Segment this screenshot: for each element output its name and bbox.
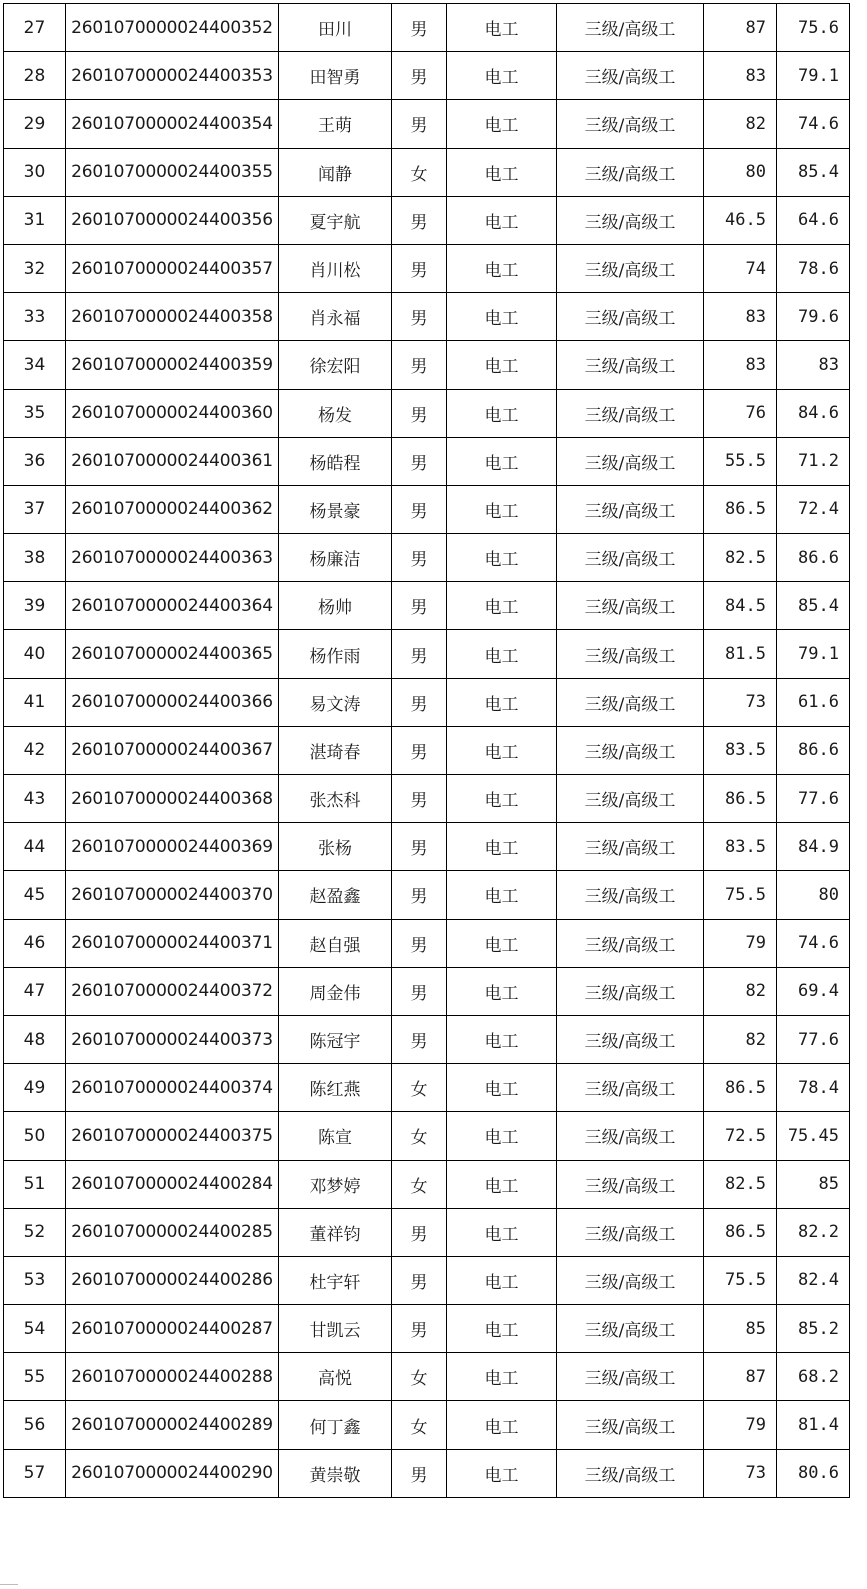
level-cell: 三级/高级工 (557, 1305, 704, 1353)
seq-cell: 56 (4, 1401, 66, 1449)
score-theory-cell: 82.5 (704, 1160, 777, 1208)
trade-cell: 电工 (447, 871, 557, 919)
seq-cell: 32 (4, 244, 66, 292)
table-row (4, 244, 850, 292)
name-cell: 杨发 (279, 389, 392, 437)
level-cell: 三级/高级工 (557, 919, 704, 967)
score-theory-cell: 75.5 (704, 871, 777, 919)
trade-cell: 电工 (447, 1064, 557, 1112)
seq-cell: 54 (4, 1305, 66, 1353)
table-row (4, 630, 850, 678)
level-cell: 三级/高级工 (557, 726, 704, 774)
score-theory-cell: 72.5 (704, 1112, 777, 1160)
score-theory-cell: 83.5 (704, 726, 777, 774)
level-cell: 三级/高级工 (557, 341, 704, 389)
gender-cell: 男 (392, 341, 447, 389)
certificate-number-cell: 2601070000024400285 (66, 1208, 279, 1256)
score-theory-cell: 83 (704, 293, 777, 341)
score-practical-cell: 79.1 (777, 630, 850, 678)
score-theory-cell: 85 (704, 1305, 777, 1353)
level-cell: 三级/高级工 (557, 148, 704, 196)
table-row (4, 967, 850, 1015)
score-practical-cell: 72.4 (777, 485, 850, 533)
name-cell: 董祥钧 (279, 1208, 392, 1256)
table-row (4, 1208, 850, 1256)
name-cell: 湛琦春 (279, 726, 392, 774)
certificate-number-cell: 2601070000024400353 (66, 52, 279, 100)
score-practical-cell: 85.2 (777, 1305, 850, 1353)
score-practical-cell: 68.2 (777, 1353, 850, 1401)
certificate-number-cell: 2601070000024400363 (66, 534, 279, 582)
seq-cell: 41 (4, 678, 66, 726)
certificate-number-cell: 2601070000024400364 (66, 582, 279, 630)
certificate-number-cell: 2601070000024400367 (66, 726, 279, 774)
score-practical-cell: 74.6 (777, 100, 850, 148)
gender-cell: 男 (392, 582, 447, 630)
trade-cell: 电工 (447, 823, 557, 871)
table-row (4, 1064, 850, 1112)
seq-cell: 52 (4, 1208, 66, 1256)
trade-cell: 电工 (447, 1353, 557, 1401)
gender-cell: 女 (392, 1160, 447, 1208)
table-row (4, 1112, 850, 1160)
certificate-number-cell: 2601070000024400357 (66, 244, 279, 292)
name-cell: 高悦 (279, 1353, 392, 1401)
gender-cell: 男 (392, 919, 447, 967)
trade-cell: 电工 (447, 1256, 557, 1304)
score-practical-cell: 77.6 (777, 1015, 850, 1063)
table-row (4, 341, 850, 389)
certificate-number-cell: 2601070000024400368 (66, 775, 279, 823)
table-row (4, 4, 850, 52)
seq-cell: 28 (4, 52, 66, 100)
table-row (4, 196, 850, 244)
score-theory-cell: 74 (704, 244, 777, 292)
score-theory-cell: 86.5 (704, 775, 777, 823)
level-cell: 三级/高级工 (557, 1112, 704, 1160)
name-cell: 陈红燕 (279, 1064, 392, 1112)
score-practical-cell: 78.4 (777, 1064, 850, 1112)
gender-cell: 男 (392, 389, 447, 437)
trade-cell: 电工 (447, 1208, 557, 1256)
score-practical-cell: 80 (777, 871, 850, 919)
trade-cell: 电工 (447, 244, 557, 292)
name-cell: 闻静 (279, 148, 392, 196)
score-practical-cell: 77.6 (777, 775, 850, 823)
name-cell: 徐宏阳 (279, 341, 392, 389)
level-cell: 三级/高级工 (557, 1064, 704, 1112)
table-row (4, 1353, 850, 1401)
level-cell: 三级/高级工 (557, 967, 704, 1015)
certificate-number-cell: 2601070000024400362 (66, 485, 279, 533)
score-theory-cell: 73 (704, 1449, 777, 1497)
score-theory-cell: 83.5 (704, 823, 777, 871)
trade-cell: 电工 (447, 726, 557, 774)
name-cell: 杨廉洁 (279, 534, 392, 582)
score-theory-cell: 84.5 (704, 582, 777, 630)
score-practical-cell: 82.2 (777, 1208, 850, 1256)
trade-cell: 电工 (447, 389, 557, 437)
score-theory-cell: 80 (704, 148, 777, 196)
score-practical-cell: 79.1 (777, 52, 850, 100)
score-practical-cell: 85.4 (777, 148, 850, 196)
roster-table (3, 3, 850, 1498)
table-row (4, 485, 850, 533)
name-cell: 夏宇航 (279, 196, 392, 244)
name-cell: 杨景豪 (279, 485, 392, 533)
seq-cell: 35 (4, 389, 66, 437)
table-row (4, 534, 850, 582)
name-cell: 杨帅 (279, 582, 392, 630)
roster-body (4, 4, 850, 1498)
seq-cell: 46 (4, 919, 66, 967)
seq-cell: 44 (4, 823, 66, 871)
trade-cell: 电工 (447, 1401, 557, 1449)
trade-cell: 电工 (447, 1160, 557, 1208)
level-cell: 三级/高级工 (557, 196, 704, 244)
seq-cell: 55 (4, 1353, 66, 1401)
certificate-number-cell: 2601070000024400372 (66, 967, 279, 1015)
certificate-number-cell: 2601070000024400373 (66, 1015, 279, 1063)
table-row (4, 437, 850, 485)
level-cell: 三级/高级工 (557, 52, 704, 100)
trade-cell: 电工 (447, 534, 557, 582)
score-practical-cell: 61.6 (777, 678, 850, 726)
level-cell: 三级/高级工 (557, 244, 704, 292)
score-theory-cell: 46.5 (704, 196, 777, 244)
level-cell: 三级/高级工 (557, 871, 704, 919)
gender-cell: 男 (392, 823, 447, 871)
name-cell: 张杨 (279, 823, 392, 871)
table-row (4, 100, 850, 148)
gender-cell: 男 (392, 196, 447, 244)
score-practical-cell: 85.4 (777, 582, 850, 630)
table-row (4, 823, 850, 871)
name-cell: 黄崇敬 (279, 1449, 392, 1497)
certificate-number-cell: 2601070000024400375 (66, 1112, 279, 1160)
gender-cell: 男 (392, 1449, 447, 1497)
gender-cell: 男 (392, 1256, 447, 1304)
table-row (4, 919, 850, 967)
gender-cell: 女 (392, 1353, 447, 1401)
seq-cell: 43 (4, 775, 66, 823)
level-cell: 三级/高级工 (557, 1256, 704, 1304)
gender-cell: 男 (392, 293, 447, 341)
trade-cell: 电工 (447, 630, 557, 678)
certificate-number-cell: 2601070000024400365 (66, 630, 279, 678)
score-theory-cell: 86.5 (704, 1064, 777, 1112)
score-theory-cell: 75.5 (704, 1256, 777, 1304)
seq-cell: 48 (4, 1015, 66, 1063)
table-row (4, 582, 850, 630)
level-cell: 三级/高级工 (557, 100, 704, 148)
score-practical-cell: 84.9 (777, 823, 850, 871)
score-theory-cell: 82 (704, 1015, 777, 1063)
score-theory-cell: 83 (704, 52, 777, 100)
level-cell: 三级/高级工 (557, 1160, 704, 1208)
gender-cell: 女 (392, 1064, 447, 1112)
name-cell: 肖永福 (279, 293, 392, 341)
certificate-number-cell: 2601070000024400360 (66, 389, 279, 437)
score-theory-cell: 82 (704, 967, 777, 1015)
certificate-number-cell: 2601070000024400352 (66, 4, 279, 52)
level-cell: 三级/高级工 (557, 534, 704, 582)
seq-cell: 38 (4, 534, 66, 582)
seq-cell: 53 (4, 1256, 66, 1304)
table-row (4, 1015, 850, 1063)
gender-cell: 男 (392, 678, 447, 726)
table-row (4, 726, 850, 774)
gender-cell: 男 (392, 437, 447, 485)
level-cell: 三级/高级工 (557, 389, 704, 437)
name-cell: 易文涛 (279, 678, 392, 726)
certificate-number-cell: 2601070000024400358 (66, 293, 279, 341)
level-cell: 三级/高级工 (557, 293, 704, 341)
score-practical-cell: 86.6 (777, 534, 850, 582)
table-row (4, 148, 850, 196)
gender-cell: 女 (392, 1401, 447, 1449)
score-theory-cell: 82 (704, 100, 777, 148)
gender-cell: 男 (392, 967, 447, 1015)
trade-cell: 电工 (447, 4, 557, 52)
gender-cell: 女 (392, 1112, 447, 1160)
score-practical-cell: 64.6 (777, 196, 850, 244)
gender-cell: 男 (392, 1208, 447, 1256)
name-cell: 杨作雨 (279, 630, 392, 678)
certificate-number-cell: 2601070000024400370 (66, 871, 279, 919)
score-practical-cell: 81.4 (777, 1401, 850, 1449)
gender-cell: 男 (392, 244, 447, 292)
gender-cell: 男 (392, 485, 447, 533)
score-theory-cell: 83 (704, 341, 777, 389)
score-theory-cell: 79 (704, 919, 777, 967)
seq-cell: 29 (4, 100, 66, 148)
seq-cell: 27 (4, 4, 66, 52)
seq-cell: 57 (4, 1449, 66, 1497)
score-practical-cell: 84.6 (777, 389, 850, 437)
seq-cell: 51 (4, 1160, 66, 1208)
seq-cell: 49 (4, 1064, 66, 1112)
name-cell: 陈宣 (279, 1112, 392, 1160)
level-cell: 三级/高级工 (557, 775, 704, 823)
name-cell: 肖川松 (279, 244, 392, 292)
gender-cell: 男 (392, 871, 447, 919)
level-cell: 三级/高级工 (557, 1449, 704, 1497)
certificate-number-cell: 2601070000024400374 (66, 1064, 279, 1112)
score-practical-cell: 83 (777, 341, 850, 389)
table-row (4, 775, 850, 823)
trade-cell: 电工 (447, 1015, 557, 1063)
gender-cell: 男 (392, 630, 447, 678)
seq-cell: 31 (4, 196, 66, 244)
score-practical-cell: 80.6 (777, 1449, 850, 1497)
seq-cell: 36 (4, 437, 66, 485)
certificate-number-cell: 2601070000024400288 (66, 1353, 279, 1401)
score-theory-cell: 81.5 (704, 630, 777, 678)
gender-cell: 男 (392, 4, 447, 52)
trade-cell: 电工 (447, 1305, 557, 1353)
certificate-number-cell: 2601070000024400289 (66, 1401, 279, 1449)
name-cell: 张杰科 (279, 775, 392, 823)
score-practical-cell: 79.6 (777, 293, 850, 341)
seq-cell: 47 (4, 967, 66, 1015)
gender-cell: 男 (392, 52, 447, 100)
table-row (4, 678, 850, 726)
seq-cell: 37 (4, 485, 66, 533)
level-cell: 三级/高级工 (557, 1353, 704, 1401)
table-row (4, 1449, 850, 1497)
seq-cell: 39 (4, 582, 66, 630)
seq-cell: 33 (4, 293, 66, 341)
name-cell: 杜宇轩 (279, 1256, 392, 1304)
name-cell: 杨皓程 (279, 437, 392, 485)
seq-cell: 45 (4, 871, 66, 919)
trade-cell: 电工 (447, 437, 557, 485)
level-cell: 三级/高级工 (557, 437, 704, 485)
level-cell: 三级/高级工 (557, 485, 704, 533)
level-cell: 三级/高级工 (557, 630, 704, 678)
score-practical-cell: 86.6 (777, 726, 850, 774)
trade-cell: 电工 (447, 1112, 557, 1160)
seq-cell: 42 (4, 726, 66, 774)
gender-cell: 男 (392, 100, 447, 148)
level-cell: 三级/高级工 (557, 1015, 704, 1063)
seq-cell: 50 (4, 1112, 66, 1160)
certificate-number-cell: 2601070000024400366 (66, 678, 279, 726)
level-cell: 三级/高级工 (557, 823, 704, 871)
table-row (4, 1305, 850, 1353)
score-theory-cell: 79 (704, 1401, 777, 1449)
name-cell: 田川 (279, 4, 392, 52)
certificate-number-cell: 2601070000024400284 (66, 1160, 279, 1208)
certificate-number-cell: 2601070000024400354 (66, 100, 279, 148)
name-cell: 赵自强 (279, 919, 392, 967)
score-theory-cell: 86.5 (704, 1208, 777, 1256)
table-row (4, 1256, 850, 1304)
name-cell: 周金伟 (279, 967, 392, 1015)
score-practical-cell: 75.45 (777, 1112, 850, 1160)
score-theory-cell: 73 (704, 678, 777, 726)
name-cell: 王萌 (279, 100, 392, 148)
score-theory-cell: 86.5 (704, 485, 777, 533)
score-practical-cell: 82.4 (777, 1256, 850, 1304)
table-row (4, 871, 850, 919)
certificate-number-cell: 2601070000024400287 (66, 1305, 279, 1353)
name-cell: 赵盈鑫 (279, 871, 392, 919)
trade-cell: 电工 (447, 1449, 557, 1497)
score-theory-cell: 87 (704, 1353, 777, 1401)
gender-cell: 男 (392, 1305, 447, 1353)
trade-cell: 电工 (447, 967, 557, 1015)
name-cell: 邓梦婷 (279, 1160, 392, 1208)
gender-cell: 女 (392, 148, 447, 196)
trade-cell: 电工 (447, 341, 557, 389)
page-edge-mark (0, 1584, 18, 1585)
seq-cell: 34 (4, 341, 66, 389)
table-row (4, 389, 850, 437)
name-cell: 何丁鑫 (279, 1401, 392, 1449)
trade-cell: 电工 (447, 148, 557, 196)
name-cell: 陈冠宇 (279, 1015, 392, 1063)
score-practical-cell: 71.2 (777, 437, 850, 485)
level-cell: 三级/高级工 (557, 4, 704, 52)
table-row (4, 1160, 850, 1208)
table-row (4, 1401, 850, 1449)
certificate-number-cell: 2601070000024400286 (66, 1256, 279, 1304)
score-practical-cell: 78.6 (777, 244, 850, 292)
certificate-number-cell: 2601070000024400371 (66, 919, 279, 967)
score-practical-cell: 75.6 (777, 4, 850, 52)
table-row (4, 293, 850, 341)
gender-cell: 男 (392, 726, 447, 774)
score-practical-cell: 74.6 (777, 919, 850, 967)
gender-cell: 男 (392, 534, 447, 582)
certificate-number-cell: 2601070000024400356 (66, 196, 279, 244)
name-cell: 田智勇 (279, 52, 392, 100)
trade-cell: 电工 (447, 582, 557, 630)
trade-cell: 电工 (447, 196, 557, 244)
certificate-number-cell: 2601070000024400355 (66, 148, 279, 196)
score-practical-cell: 69.4 (777, 967, 850, 1015)
trade-cell: 电工 (447, 293, 557, 341)
score-theory-cell: 55.5 (704, 437, 777, 485)
trade-cell: 电工 (447, 100, 557, 148)
trade-cell: 电工 (447, 919, 557, 967)
trade-cell: 电工 (447, 485, 557, 533)
level-cell: 三级/高级工 (557, 1401, 704, 1449)
level-cell: 三级/高级工 (557, 1208, 704, 1256)
trade-cell: 电工 (447, 678, 557, 726)
score-theory-cell: 82.5 (704, 534, 777, 582)
score-theory-cell: 87 (704, 4, 777, 52)
name-cell: 甘凯云 (279, 1305, 392, 1353)
trade-cell: 电工 (447, 52, 557, 100)
seq-cell: 40 (4, 630, 66, 678)
table-row (4, 52, 850, 100)
score-theory-cell: 76 (704, 389, 777, 437)
certificate-number-cell: 2601070000024400359 (66, 341, 279, 389)
level-cell: 三级/高级工 (557, 582, 704, 630)
certificate-number-cell: 2601070000024400369 (66, 823, 279, 871)
gender-cell: 男 (392, 1015, 447, 1063)
score-practical-cell: 85 (777, 1160, 850, 1208)
gender-cell: 男 (392, 775, 447, 823)
trade-cell: 电工 (447, 775, 557, 823)
level-cell: 三级/高级工 (557, 678, 704, 726)
seq-cell: 30 (4, 148, 66, 196)
certificate-number-cell: 2601070000024400290 (66, 1449, 279, 1497)
certificate-number-cell: 2601070000024400361 (66, 437, 279, 485)
